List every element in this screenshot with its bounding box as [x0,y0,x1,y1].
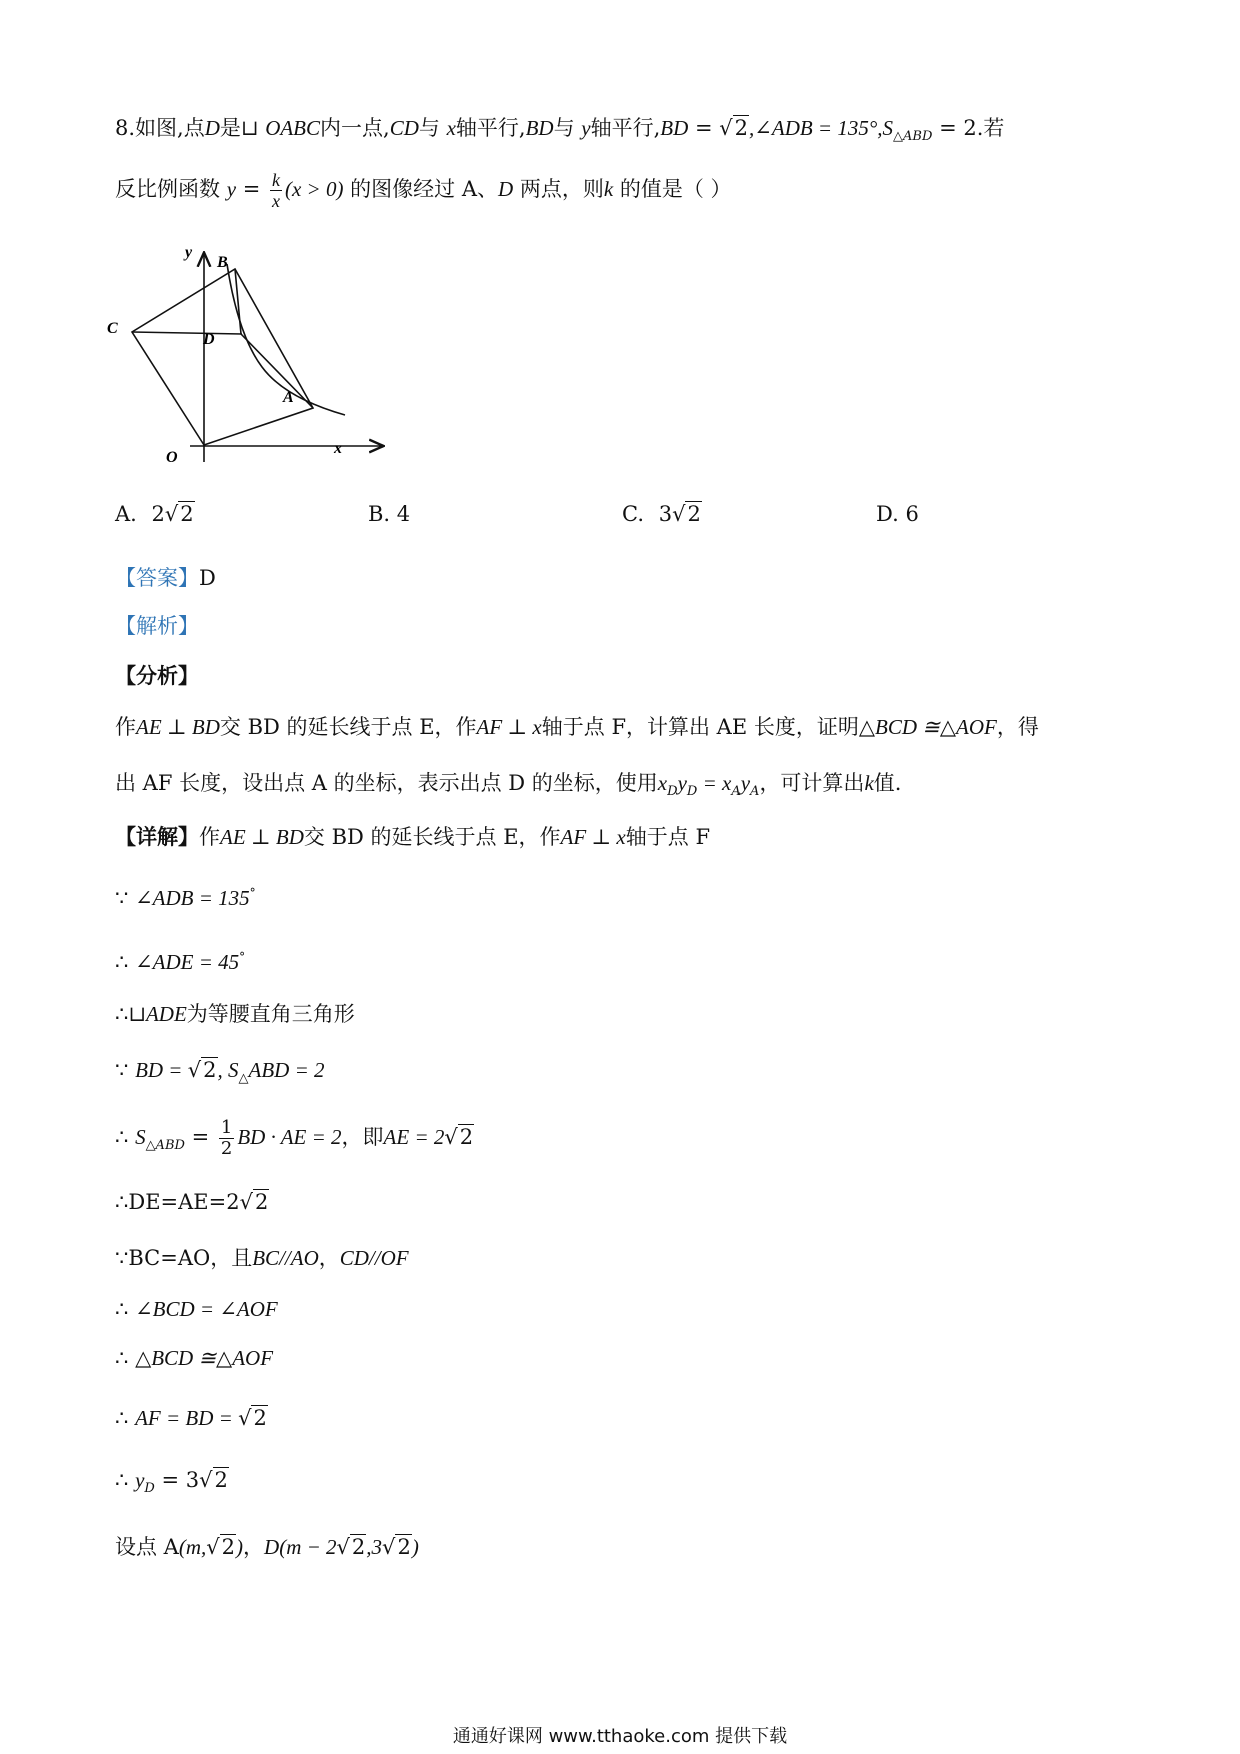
fenxi-tag: 【分析】 [115,664,199,688]
text: 轴于点 F，计算出 AE 长度，证明 [541,715,859,739]
subscript: A [731,784,741,799]
radicand: 2 [351,1535,366,1559]
text: 与 [553,116,575,140]
fenxi-line-1 [115,712,1039,742]
label-x: x [334,440,342,457]
label-c: C [107,320,118,337]
math: = 3 [154,1468,200,1492]
math: D [497,177,514,201]
math: AF = BD = [135,1406,239,1430]
radicand: 2 [203,1058,217,1082]
math: ∠ADE = 45 [135,950,240,974]
fraction [219,1118,234,1159]
math: S [882,116,894,140]
radicand: 2 [397,1535,411,1559]
detail-step-9 [115,1343,273,1373]
symbol: ∴ [115,950,129,974]
math: = x [697,771,732,795]
text: ， [318,1246,340,1270]
text: 设点 A [115,1535,179,1559]
label-y: y [185,244,193,261]
question-line-2 [115,170,732,211]
detail-step-7 [115,1243,409,1273]
text: 轴平行, [590,116,661,140]
option-label: A. [115,502,137,526]
radicand: 2 [180,502,194,526]
radicand: 2 [221,1535,236,1559]
math: ADE [145,1002,187,1026]
detail-step-5 [115,1118,474,1161]
math: ) [236,1535,244,1559]
math: BD [660,116,689,140]
analysis-tag: 【解析】 [115,614,199,638]
symbol: ∴⊔ [115,1002,146,1026]
fenxi-line-2 [115,768,901,807]
text: 两点，则 [519,177,604,201]
detail-tag: 【详解】 [115,825,199,849]
subscript: A [750,784,760,799]
subscript: D [144,1481,155,1496]
text: ，得 [996,715,1039,739]
math: ,∠ADB = 135°, [749,116,883,140]
math: OABC [265,116,321,140]
math: S [135,1125,146,1149]
math: BD = [135,1058,188,1082]
math: CD [389,116,419,140]
segment-cd [132,332,242,334]
detail-line-0 [115,822,710,852]
math: (m, [178,1535,207,1559]
math: y [135,1468,145,1492]
geometry-figure [107,240,400,470]
sqrt: √2 [719,116,749,140]
option-d [876,502,919,526]
text: ∴DE=AE= [115,1190,227,1214]
text: ∵BC=AO，且 [115,1246,253,1270]
numerator: 1 [220,1117,233,1138]
page-footer: 通通好课网 www.tthaoke.com 提供下载 [452,1726,788,1747]
answer-value: D [199,566,216,590]
math: = 2 [932,116,977,140]
sqrt: √2 [239,1190,269,1214]
sqrt: √2 [187,1058,217,1082]
radicand: 2 [254,1190,269,1214]
option-label: D. 6 [876,502,919,526]
math: y [677,771,687,795]
symbol: ∴ [115,1468,129,1492]
text: 交 BD 的延长线于点 E，作 [219,715,477,739]
math: △BCD ≅△AOF [135,1346,274,1370]
radicand: 2 [253,1406,267,1430]
option-label: C. [622,502,644,526]
text: ， [243,1535,265,1559]
sqrt: √2 [672,502,701,526]
detail-step-6 [115,1187,269,1217]
superscript: ° [249,886,256,900]
analysis-line [115,611,199,641]
subscript: D [686,784,698,799]
sqrt: √2 [336,1535,366,1559]
math: k [864,771,874,795]
detail-step-12 [115,1532,419,1562]
symbol: ∵ [115,886,129,910]
text: 为等腰直角三角形 [186,1002,355,1026]
fenxi-heading [115,661,199,691]
math: = [184,1125,216,1149]
denominator: 2 [220,1138,233,1159]
math: y [226,177,237,201]
math: AF ⊥ x [560,825,626,849]
text: 与 [418,116,440,140]
sqrt: √2 [199,1468,228,1492]
label-d: D [203,331,215,348]
math: ) [411,1535,419,1559]
math: , S [217,1058,239,1082]
math: AE = 2 [383,1125,445,1149]
math: y [740,771,751,795]
detail-step-8 [115,1294,278,1324]
subscript: △ [238,1071,249,1086]
symbol: ∴ [115,1125,129,1149]
math: BD · AE = 2 [237,1125,342,1149]
sqrt: √2 [382,1535,411,1559]
detail-step-11 [115,1465,229,1504]
detail-step-3 [115,999,355,1029]
text: 是 [219,116,241,140]
option-b [368,502,410,526]
text: 的图像经过 A、 [350,177,498,201]
label-a: A [283,389,294,406]
radicand: 2 [459,1125,474,1149]
math: BC//AO [252,1246,319,1270]
math: x [657,771,668,795]
sqrt: √2 [164,502,194,526]
symbol: ∴ [115,1406,129,1430]
math: y [581,116,591,140]
text: 反比例函数 [115,177,220,201]
label-b: B [217,254,228,271]
parallelogram-oabc [132,269,313,445]
text: 出 AF 长度，设出点 A 的坐标，表示出点 D 的坐标，使用 [115,771,658,795]
math: 3 [658,502,673,526]
math: AF ⊥ x [476,715,542,739]
detail-step-1 [115,878,256,913]
option-c [622,502,702,526]
label-o: O [166,449,178,466]
text: 轴平行, [455,116,526,140]
sqrt: √2 [238,1406,267,1430]
sqrt: √2 [206,1535,236,1559]
text: ，即 [341,1125,384,1149]
math: = [236,177,267,201]
text: 轴于点 F [625,825,711,849]
math: CD//OF [339,1246,409,1270]
numerator: k [271,170,280,190]
detail-step-10 [115,1403,268,1433]
text: 8.如图,点 [115,116,205,140]
option-label: B. 4 [368,502,411,526]
math: 2 [151,502,165,526]
math: 2 [226,1190,240,1214]
sqrt: √2 [444,1125,474,1149]
symbol: ∴ [115,1346,129,1370]
math: D [204,116,220,140]
math: ,3 [366,1535,383,1559]
text: .若 [976,116,1005,140]
math: BD [525,116,554,140]
math: D(m − 2 [264,1535,337,1559]
text: 作 [199,825,220,849]
text: 的值是（ ） [619,177,732,201]
denominator: x [271,191,280,211]
math: ∠BCD = ∠AOF [135,1297,278,1321]
subscript: △ABD [893,129,933,144]
superscript: ° [239,950,246,964]
text: 值. [873,771,902,795]
math: ABD = 2 [248,1058,325,1082]
symbol: ∴ [115,1297,129,1321]
subscript: △ABD [145,1138,185,1153]
option-a [115,502,195,526]
text: ，可计算出 [759,771,865,795]
parallelogram-symbol: ⊔ [240,116,259,140]
symbol: ∵ [115,1058,129,1082]
answer-tag: 【答案】 [115,566,199,590]
text: 内一点, [320,116,390,140]
math: (x > 0) [284,177,344,201]
math: AE ⊥ BD [220,825,304,849]
math: k [603,177,614,201]
text: 作 [115,715,136,739]
detail-step-4 [115,1055,325,1094]
question-line-1 [115,113,1004,152]
math: = [688,116,720,140]
math: △BCD ≅△AOF [858,715,997,739]
fraction [270,170,282,211]
radicand: 2 [687,502,701,526]
detail-step-2 [115,942,245,977]
math: AE ⊥ BD [136,715,220,739]
math: x [446,116,456,140]
radicand: 2 [734,116,749,140]
radicand: 2 [214,1468,228,1492]
math: ∠ADB = 135 [135,886,250,910]
subscript: D [667,784,678,799]
answer-line [115,563,216,593]
text: 交 BD 的延长线于点 E，作 [303,825,561,849]
